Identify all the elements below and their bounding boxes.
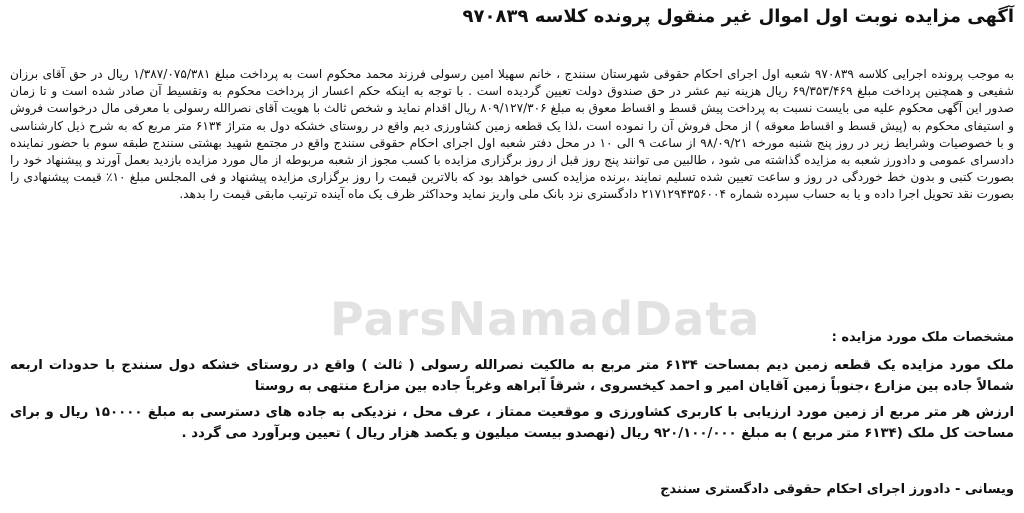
- notice-body: به موجب پرونده اجرایی کلاسه ۹۷۰۸۳۹ شعبه اول اجرای احکام حقوقی شهرستان سنندج ، خانم سهیلا امین رسولی فرزند محمد محکوم است به پرداخت مبلغ ۱/۳۸۷/۰۷۵/۳۸۱ ریال در حق آقای برزان شفیعی و همچنین پرداخت مبلغ ۶۹/۳۵۳/۴۶۹ ریال هزینه نیم عشر در حق صندوق دولت تعیین گردیده است . با توجه به اینکه حکم اعسار از پرداخت محکوم به وتقسیط آن صادر شده است و تا زمان صدور این آگهی محکوم علیه می بایست نسبت به پرداخت پیش قسط و اقساط معوق به مبلغ ۸۰۹/۱۲۷/۳۰۶ ریال اقدام نماید و شخص ثالث با هویت آقای نصرالله رسولی با معرفی مال درخواست فروش و استیفای محکوم به (پیش قسط و اقساط معوقه ) از محل فروش آن را نموده است ،لذا یک قطعه زمین کشاورزی دیم واقع در روستای خشکه دول به متراژ ۶۱۳۴ متر مربع که به شرح ذیل کارشناسی و با خصوصیات وشرایط زیر در روز پنج شنبه مورخه ۹۸/۰۹/۲۱ از ساعت ۹ الی ۱۰ در محل دفتر شعبه اول اجرای احکام حقوقی سنندج واقع در مجتمع شهید بهشتی سنندج طبقه سوم با حضور نماینده دادسرای عمومی و دادورز شعبه به مزایده گذاشته می شود ، طالبین می توانند پنج روز قبل از روز برگزاری مزایده با کسب مجوز از شعبه مربوطه از مال مورد مزایده بازدید بعمل آورند و پیشنهاد خود را بصورت کتبی و بدون خط خوردگی در روز و ساعت تعیین شده تسلیم نمایند ،برنده مزایده کسی خواهد بود که بالاترین قیمت را روز برگزاری مزایده پیشنهاد و فی المجلس مبلغ ۱۰٪ قیمت پیشنهادی را بصورت نقد تحویل اجرا داده و یا به حساب سپرده شماره ۲۱۷۱۲۹۴۳۵۶۰۰۴ دادگستری نزد بانک ملی واریز نماید وحداکثر ظرف یک ماه آینده ترتیب مابقی قیمت را بدهد.: [10, 67, 1015, 202]
- property-section-heading: مشخصات ملک مورد مزایده :: [831, 330, 1014, 345]
- watermark: ParsNamadData: [330, 292, 761, 346]
- property-description: ملک مورد مزایده یک قطعه زمین دیم بمساحت ۶۱۳۴ متر مربع به مالکیت نصرالله رسولی ( ثالث ) واقع در روستای خشکه دول سنندج با حدودات اربعه شمالاً جاده بین مزارع ،جنوباً زمین آقایان امیر و احمد کیخسروی ، شرقاً آبراهه وغرباً جاده بین مزارع منتهی به روستا: [10, 358, 1014, 394]
- signature-line: ویسانی - دادورز اجرای احکام حقوقی دادگستری سنندج: [660, 482, 1014, 497]
- notice-title: آگهی مزایده نوبت اول اموال غیر منقول پرونده کلاسه ۹۷۰۸۳۹: [462, 6, 1014, 27]
- property-valuation: ارزش هر متر مربع از زمین مورد ارزیابی با کاربری کشاورزی و موقعیت ممتاز ، عرف محل ، نزدیکی به جاده های دسترسی به مبلغ ۱۵۰۰۰۰ ریال و برای مساحت کل ملک (۶۱۳۴ متر مربع ) به مبلغ ۹۲۰/۱۰۰/۰۰۰ ریال (نهصدو بیست میلیون و یکصد هزار ریال ) تعیین وبرآورد می گردد .: [10, 405, 1014, 441]
